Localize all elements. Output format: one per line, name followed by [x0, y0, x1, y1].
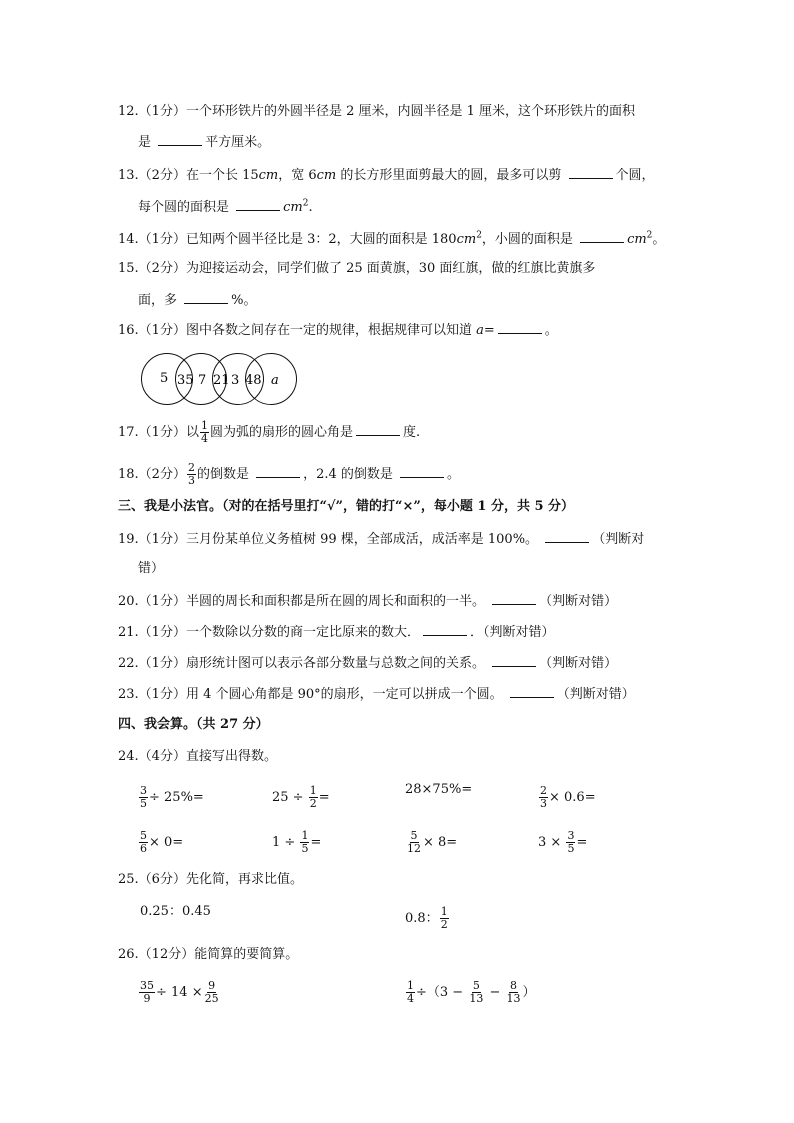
fraction [204, 980, 220, 1005]
numerator: 35 [140, 979, 154, 992]
fraction [406, 830, 422, 855]
unit-cm: cm [456, 232, 477, 247]
question-15 [118, 260, 595, 278]
answer-blank[interactable] [256, 465, 300, 478]
section-3-heading: 三、我是小法官。（对的在括号里打“√”，错的打“×”，每小题 1 分，共 5 分） [118, 499, 575, 514]
fraction [506, 980, 522, 1005]
answer-blank[interactable] [498, 321, 542, 334]
denominator: 2 [440, 918, 448, 931]
q13-prefix: 每个圆的面积是 [138, 200, 234, 215]
numerator: 1 [407, 979, 414, 992]
q18-part1: 18.（2分） [118, 467, 186, 482]
calc-tail: ÷ 25%= [149, 790, 204, 805]
q15-suffix: %。 [231, 293, 257, 308]
fraction [539, 785, 548, 810]
question-24-title: 24.（4分）直接写出得数。 [118, 749, 277, 764]
calc-tail: × 0.6= [549, 790, 596, 805]
ratio-left: 0.25：0.45 [140, 904, 211, 919]
fraction [566, 830, 575, 855]
calc-item [538, 785, 596, 810]
calc-head: 1 ÷ [272, 835, 300, 850]
denominator: 12 [407, 842, 421, 855]
denominator: 4 [407, 992, 414, 1005]
q16-equals: = [483, 323, 495, 338]
venn-number: 7 [198, 373, 207, 388]
q17-part3: 度. [402, 425, 421, 440]
numerator: 1 [309, 784, 317, 797]
q21-part1: 21.（1分）一个数除以分数的商一定比原来的数大． [118, 625, 420, 640]
q13-suffix: . [308, 200, 313, 215]
unit-cm: cm [258, 168, 279, 183]
unit-cm: cm [627, 232, 647, 247]
denominator: 13 [506, 992, 521, 1005]
answer-blank[interactable] [580, 230, 624, 243]
var-a: a [476, 323, 484, 338]
answer-blank[interactable] [356, 423, 400, 436]
calc-tail: = [576, 835, 588, 850]
ratio-head: 0.8： [405, 911, 439, 926]
expr-mid: ÷ 14 × [156, 985, 203, 1000]
q18-part4: 。 [447, 467, 461, 482]
numerator: 2 [540, 784, 547, 797]
q21-part2: ．（判断对错） [469, 625, 555, 640]
numerator: 2 [187, 461, 195, 474]
question-17 [118, 420, 420, 445]
question-12-cont [138, 133, 270, 152]
ratio-right [405, 906, 450, 931]
denominator: 3 [187, 474, 195, 487]
denominator: 3 [540, 797, 547, 810]
expression-right [405, 980, 536, 1005]
calc-tail: = [310, 835, 322, 850]
fraction [200, 420, 209, 445]
calc-item: 28×75%= [405, 782, 473, 797]
fraction [187, 462, 196, 487]
unit-cm: cm [316, 168, 337, 183]
calc-tail: × 8= [423, 835, 458, 850]
denominator: 5 [301, 842, 309, 855]
numerator: 5 [140, 829, 147, 842]
fraction [468, 980, 484, 1005]
calc-item [405, 830, 457, 855]
calc-item [138, 785, 204, 810]
question-26-title: 26.（12分）能简算的要简算。 [118, 947, 299, 962]
numerator: 1 [301, 829, 309, 842]
answer-blank[interactable] [236, 198, 280, 211]
denominator: 6 [140, 842, 147, 855]
numerator: 1 [200, 419, 208, 432]
question-21 [118, 623, 554, 642]
question-18 [118, 462, 460, 487]
numerator: 1 [440, 905, 448, 918]
q22-part1: 22.（1分）扇形统计图可以表示各部分数量与总数之间的关系。 [118, 656, 490, 671]
q17-part2: 圆为弧的扇形的圆心角是 [209, 425, 353, 440]
q16-end: 。 [544, 323, 558, 338]
q20-part2: （判断对错） [539, 594, 618, 609]
calc-head: 3 × [538, 835, 566, 850]
numerator: 9 [208, 979, 216, 992]
venn-diagram [140, 350, 304, 408]
venn-variable: a [271, 373, 279, 388]
calc-item [272, 785, 330, 810]
venn-number: 21 [213, 373, 230, 388]
fraction [139, 980, 155, 1005]
denominator: 5 [140, 797, 147, 810]
answer-blank[interactable] [545, 530, 589, 543]
fraction [300, 830, 309, 855]
q12-suffix: 平方厘米。 [205, 135, 271, 150]
unit-cm: cm [283, 200, 303, 215]
denominator: 5 [567, 842, 575, 855]
fraction [406, 980, 415, 1005]
answer-blank[interactable] [569, 166, 613, 179]
fraction [440, 906, 449, 931]
question-25-title: 25.（6分）先化简，再求比值。 [118, 872, 303, 887]
question-16 [118, 321, 558, 340]
denominator: 9 [143, 992, 151, 1005]
calc-tail: × 0= [149, 835, 184, 850]
q13-part3: 的长方形里面剪最大的圆，最多可以剪 [336, 168, 566, 183]
venn-number: 3 [231, 373, 240, 388]
q13-part2: ，宽 6 [278, 168, 317, 183]
denominator: 13 [469, 992, 484, 1005]
numerator: 3 [567, 829, 575, 842]
q23-part1: 23.（1分）用 4 个圆心角都是 90°的扇形，一定可以拼成一个圆。 [118, 687, 507, 702]
q14-part3: 。 [652, 232, 666, 247]
q22-part2: （判断对错） [539, 656, 618, 671]
q19-part1: 19.（1分）三月份某单位义务植树 99 棵，全部成活，成活率是 100%。 [118, 532, 543, 547]
question-19 [118, 530, 644, 549]
question-12 [118, 103, 635, 121]
q18-part3: ，2.4 的倒数是 [303, 467, 398, 482]
question-13 [118, 166, 655, 185]
fraction [139, 785, 148, 810]
calc-item [272, 830, 321, 855]
numerator: 5 [410, 829, 418, 842]
answer-blank[interactable] [158, 133, 202, 146]
q23-part2: （判断对错） [556, 687, 635, 702]
question-13-cont: 每个圆的面积是 $cm^2$. [138, 198, 313, 215]
answer-blank[interactable] [510, 685, 554, 698]
numerator: 5 [472, 979, 480, 992]
q12-prefix: 是 [138, 135, 156, 150]
denominator: 2 [309, 797, 317, 810]
answer-blank[interactable] [492, 592, 536, 605]
q15-prefix: 面，多 [138, 293, 182, 308]
q20-part1: 20.（1分）半圆的周长和面积都是所在圆的周长和面积的一半。 [118, 594, 490, 609]
question-15-cont [138, 291, 257, 310]
fraction [139, 830, 148, 855]
answer-blank[interactable] [423, 623, 467, 636]
calc-tail: = [318, 790, 330, 805]
calc-item [538, 830, 587, 855]
q19-part2: （判断对 [592, 532, 645, 547]
expr-tail: ） [522, 985, 536, 1000]
q15-text: 15.（2分）为迎接运动会，同学们做了 25 面黄旗，30 面红旗，做的红旗比黄旗多 [118, 261, 596, 276]
fraction [309, 785, 318, 810]
q14-part2: ，小圆的面积是 [481, 232, 578, 247]
expr-minus: − [485, 985, 505, 1000]
venn-number: 5 [160, 371, 169, 386]
q17-part1: 17.（1分）以 [118, 425, 199, 440]
answer-blank[interactable] [492, 654, 536, 667]
answer-blank[interactable] [400, 465, 444, 478]
answer-blank[interactable] [184, 291, 228, 304]
venn-number: 48 [245, 373, 262, 388]
question-22 [118, 654, 617, 673]
calc-item [138, 830, 183, 855]
q14-part1: 14.（1分）已知两个圆半径比是 3：2，大圆的面积是 180 [118, 232, 457, 247]
q16-part1: 16.（1分）图中各数之间存在一定的规律，根据规律可以知道 [118, 323, 477, 338]
question-12-text: 12.（1分）一个环形铁片的外圆半径是 2 厘米，内圆半径是 1 厘米，这个环形铁片的面积 [118, 104, 636, 119]
expr-mid: ÷（3 − [416, 985, 468, 1000]
denominator: 25 [204, 992, 219, 1005]
q13-part1: 13.（2分）在一个长 15 [118, 168, 259, 183]
q13-part4: 个圆， [615, 168, 655, 183]
denominator: 4 [200, 432, 208, 445]
question-19-cont: 错） [138, 561, 165, 576]
expression-left [138, 980, 221, 1005]
numerator: 8 [510, 979, 517, 992]
q18-part2: 的倒数是 [196, 467, 254, 482]
question-14: 14.（1分）已知两个圆半径比是 3：2，大圆的面积是 $180cm^2$，小圆的面积是 $cm^2$。 [118, 230, 666, 247]
question-23 [118, 685, 635, 704]
calc-head: 25 ÷ [272, 790, 308, 805]
section-4-heading: 四、我会算。（共 27 分） [118, 717, 269, 732]
venn-number: 35 [177, 373, 194, 388]
question-20 [118, 592, 617, 611]
numerator: 3 [140, 784, 147, 797]
